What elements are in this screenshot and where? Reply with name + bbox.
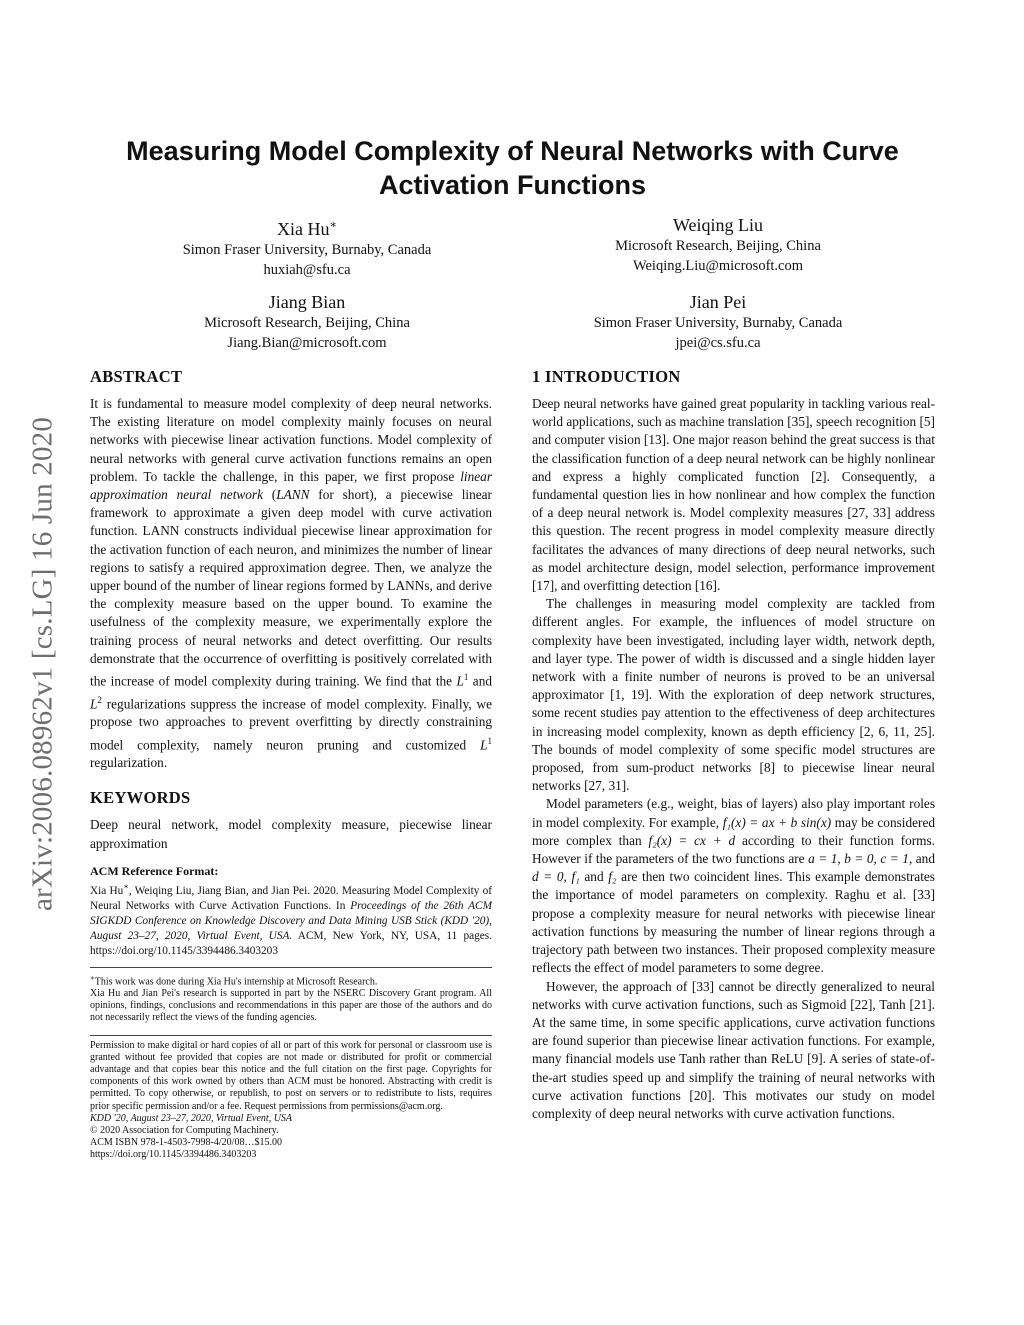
doi-link[interactable]: https://doi.org/10.1145/3394486.3403203 xyxy=(90,1149,257,1161)
permission-divider xyxy=(90,1035,492,1036)
footnote-funding: Xia Hu and Jian Pei's research is supported in part by the NSERC Discovery Grant program. All opinions, findings, conclusions and recommendations in this paper are those of the authors and do not necessarily reflect the views of the funding agencies. xyxy=(90,988,492,1024)
isbn-line: ACM ISBN 978-1-4503-7998-4/20/08…$15.00 xyxy=(90,1137,282,1149)
author-name: Weiqing Liu xyxy=(672,215,764,235)
author-affiliation: Simon Fraser University, Burnaby, Canada xyxy=(593,315,843,331)
copyright-line: © 2020 Association for Computing Machinery. xyxy=(90,1125,279,1137)
permission-notice: Permission to make digital or hard copies of all or part of this work for personal or classroom use is granted without fee provided that copies are not made or distributed for profit or commercial advantage and that copies bear this notice and the full citation on the first page. Copyrights for components of this work owned by others than ACM must be honored. Abstracting with credit is permitted. To copy otherwise, or republish, to post on servers or to redistribute to lists, requires prior specific permission and/or a fee. Request permissions from permissions@acm.org. xyxy=(90,1039,492,1112)
author-name: Jiang Bian xyxy=(268,292,346,312)
author-block-3 xyxy=(117,291,497,353)
author-name: Xia Hu∗ xyxy=(277,219,337,239)
author-email: Weiqing.Liu@microsoft.com xyxy=(632,258,804,274)
intro-paragraph-2: The challenges in measuring model complexity are tackled from different angles. For example, the influences of model structure on complexity have been investigated, including layer width, network depth, and layer type. The power of width is discussed and a single hidden layer network with a finite number of neurons is proved to be an universal approximator [1, 19]. With the exploration of deep network structures, some recent studies pay attention to the effectiveness of deep architectures in increasing model complexity, known as depth efficiency [2, 6, 11, 25]. The bounds of model complexity of some specific model structures are proposed, from sum-product networks [8] to piecewise linear neural networks [27, 31]. xyxy=(532,596,935,794)
keywords-heading: KEYWORDS xyxy=(90,788,191,808)
author-name: Jian Pei xyxy=(689,292,747,312)
footnote-internship: ∗This work was done during Xia Hu's internship at Microsoft Research. xyxy=(90,973,378,987)
intro-paragraph-1: Deep neural networks have gained great popularity in tackling various real-world applications, such as machine translation [35], speech recognition [5] and computer vision [13]. One major reason behind the great success is that the classification function of a deep neural network can be highly nonlinear and express a highly complicated function [2]. Consequently, a fundamental question lies in how nonlinear and how complex the function of a deep neural network is. Model complexity measures [27, 33] address this question. The recent progress in model complexity measure directly facilitates the advances of many directions of deep neural networks, such as model architecture design, model selection, performance improvement [17], and overfitting detection [16]. xyxy=(532,396,935,594)
author-affiliation: Microsoft Research, Beijing, China xyxy=(204,315,410,331)
intro-paragraph-4: However, the approach of [33] cannot be directly generalized to neural networks with curve activation functions, such as Sigmoid [22], Tanh [21]. At the same time, in some specific applications, curve activation functions are found superior than piecewise linear activation functions. For example, many financial models use Tanh rather than ReLU [9]. A series of state-of-the-art studies speed up and simplify the training of neural networks with curve activation functions [20]. This motivates our study on model complexity of deep neural networks with curve activation functions. xyxy=(532,978,935,1121)
author-email: huxiah@sfu.ca xyxy=(263,262,351,278)
intro-paragraph-3: Model parameters (e.g., weight, bias of layers) also play important roles in model complexity. For example, f₁(x) = ax + b sin(x) may be considered more complex than f₂(x) = cx + d according to their function forms. However if the parameters of the two functions are a = 1, b = 0, c = 1, and d = 0, f₁ and f₂ are then two coincident lines. This example demonstrates the importance of model parameters on complexity. Raghu et al. [33] propose a complexity measure for neural networks with piecewise linear activation functions by measuring the number of linear regions through a trajectory path between two instances. Their proposed complexity measure reflects the effect of model parameters to some degree. xyxy=(532,796,935,976)
acm-reference-text: Xia Hu∗, Weiqing Liu, Jiang Bian, and Jian Pei. 2020. Measuring Model Complexity of Neural Networks with Curve Activation Functions. In Proceedings of the 26th ACM SIGKDD Conference on Knowledge Discovery and Data Mining USB Stick (KDD '20), August 23–27, 2020, Virtual Event, USA. ACM, New York, NY, USA, 11 pages. https://doi.org/10.1145/3394486.3403203 xyxy=(90,881,493,957)
arxiv-stamp-area xyxy=(16,357,70,972)
author-block-2 xyxy=(528,214,908,276)
footnote-divider xyxy=(90,967,492,968)
arxiv-identifier: arXiv:2006.08962v1 [cs.LG] 16 Jun 2020 xyxy=(26,416,59,912)
author-block-4 xyxy=(528,291,908,353)
right-column xyxy=(532,367,935,1123)
conference-venue: KDD '20, August 23–27, 2020, Virtual Event, USA xyxy=(90,1112,293,1124)
paper-title: Measuring Model Complexity of Neural Networks with Curve Activation Functions xyxy=(126,136,899,200)
author-block-1 xyxy=(117,214,497,280)
author-affiliation: Microsoft Research, Beijing, China xyxy=(615,238,821,254)
author-affiliation: Simon Fraser University, Burnaby, Canada xyxy=(182,242,432,258)
author-email: Jiang.Bian@microsoft.com xyxy=(227,335,387,351)
author-email: jpei@cs.sfu.ca xyxy=(675,335,761,351)
introduction-heading: 1 INTRODUCTION xyxy=(532,367,681,386)
left-column xyxy=(90,367,492,1162)
keywords-text: Deep neural network, model complexity measure, piecewise linear approximation xyxy=(90,817,492,851)
abstract-heading: ABSTRACT xyxy=(90,367,183,386)
acm-reference-heading: ACM Reference Format: xyxy=(90,863,219,878)
abstract-text: It is fundamental to measure model complexity of deep neural networks. The existing literature on model complexity mainly focuses on neural networks with piecewise linear activation functions. Model complexity of neural networks with general curve activation functions remains an open problem. To tackle the challenge, in this paper, we first propose linear approximation neural network (LANN for short), a piecewise linear framework to approximate a given deep model with curve activation function. LANN constructs individual piecewise linear approximation for the activation function of each neuron, and minimizes the number of linear regions to satisfy a required approximation degree. Then, we analyze the upper bound of the number of linear regions formed by LANNs, and derive the complexity measure based on the upper bound. To examine the usefulness of the complexity measure, we experimentally explore the training process of neural networks and detect overfitting. Our results demonstrate that the occurrence of overfitting is positively correlated with the increase of model complexity during training. We find that the $L^1$ and $L^2$ regularizations suppress the increase of model complexity. Finally, we propose two approaches to prevent overfitting by directly constraining model complexity, namely neuron pruning and customized $L^1$ regularization. xyxy=(90,396,492,771)
